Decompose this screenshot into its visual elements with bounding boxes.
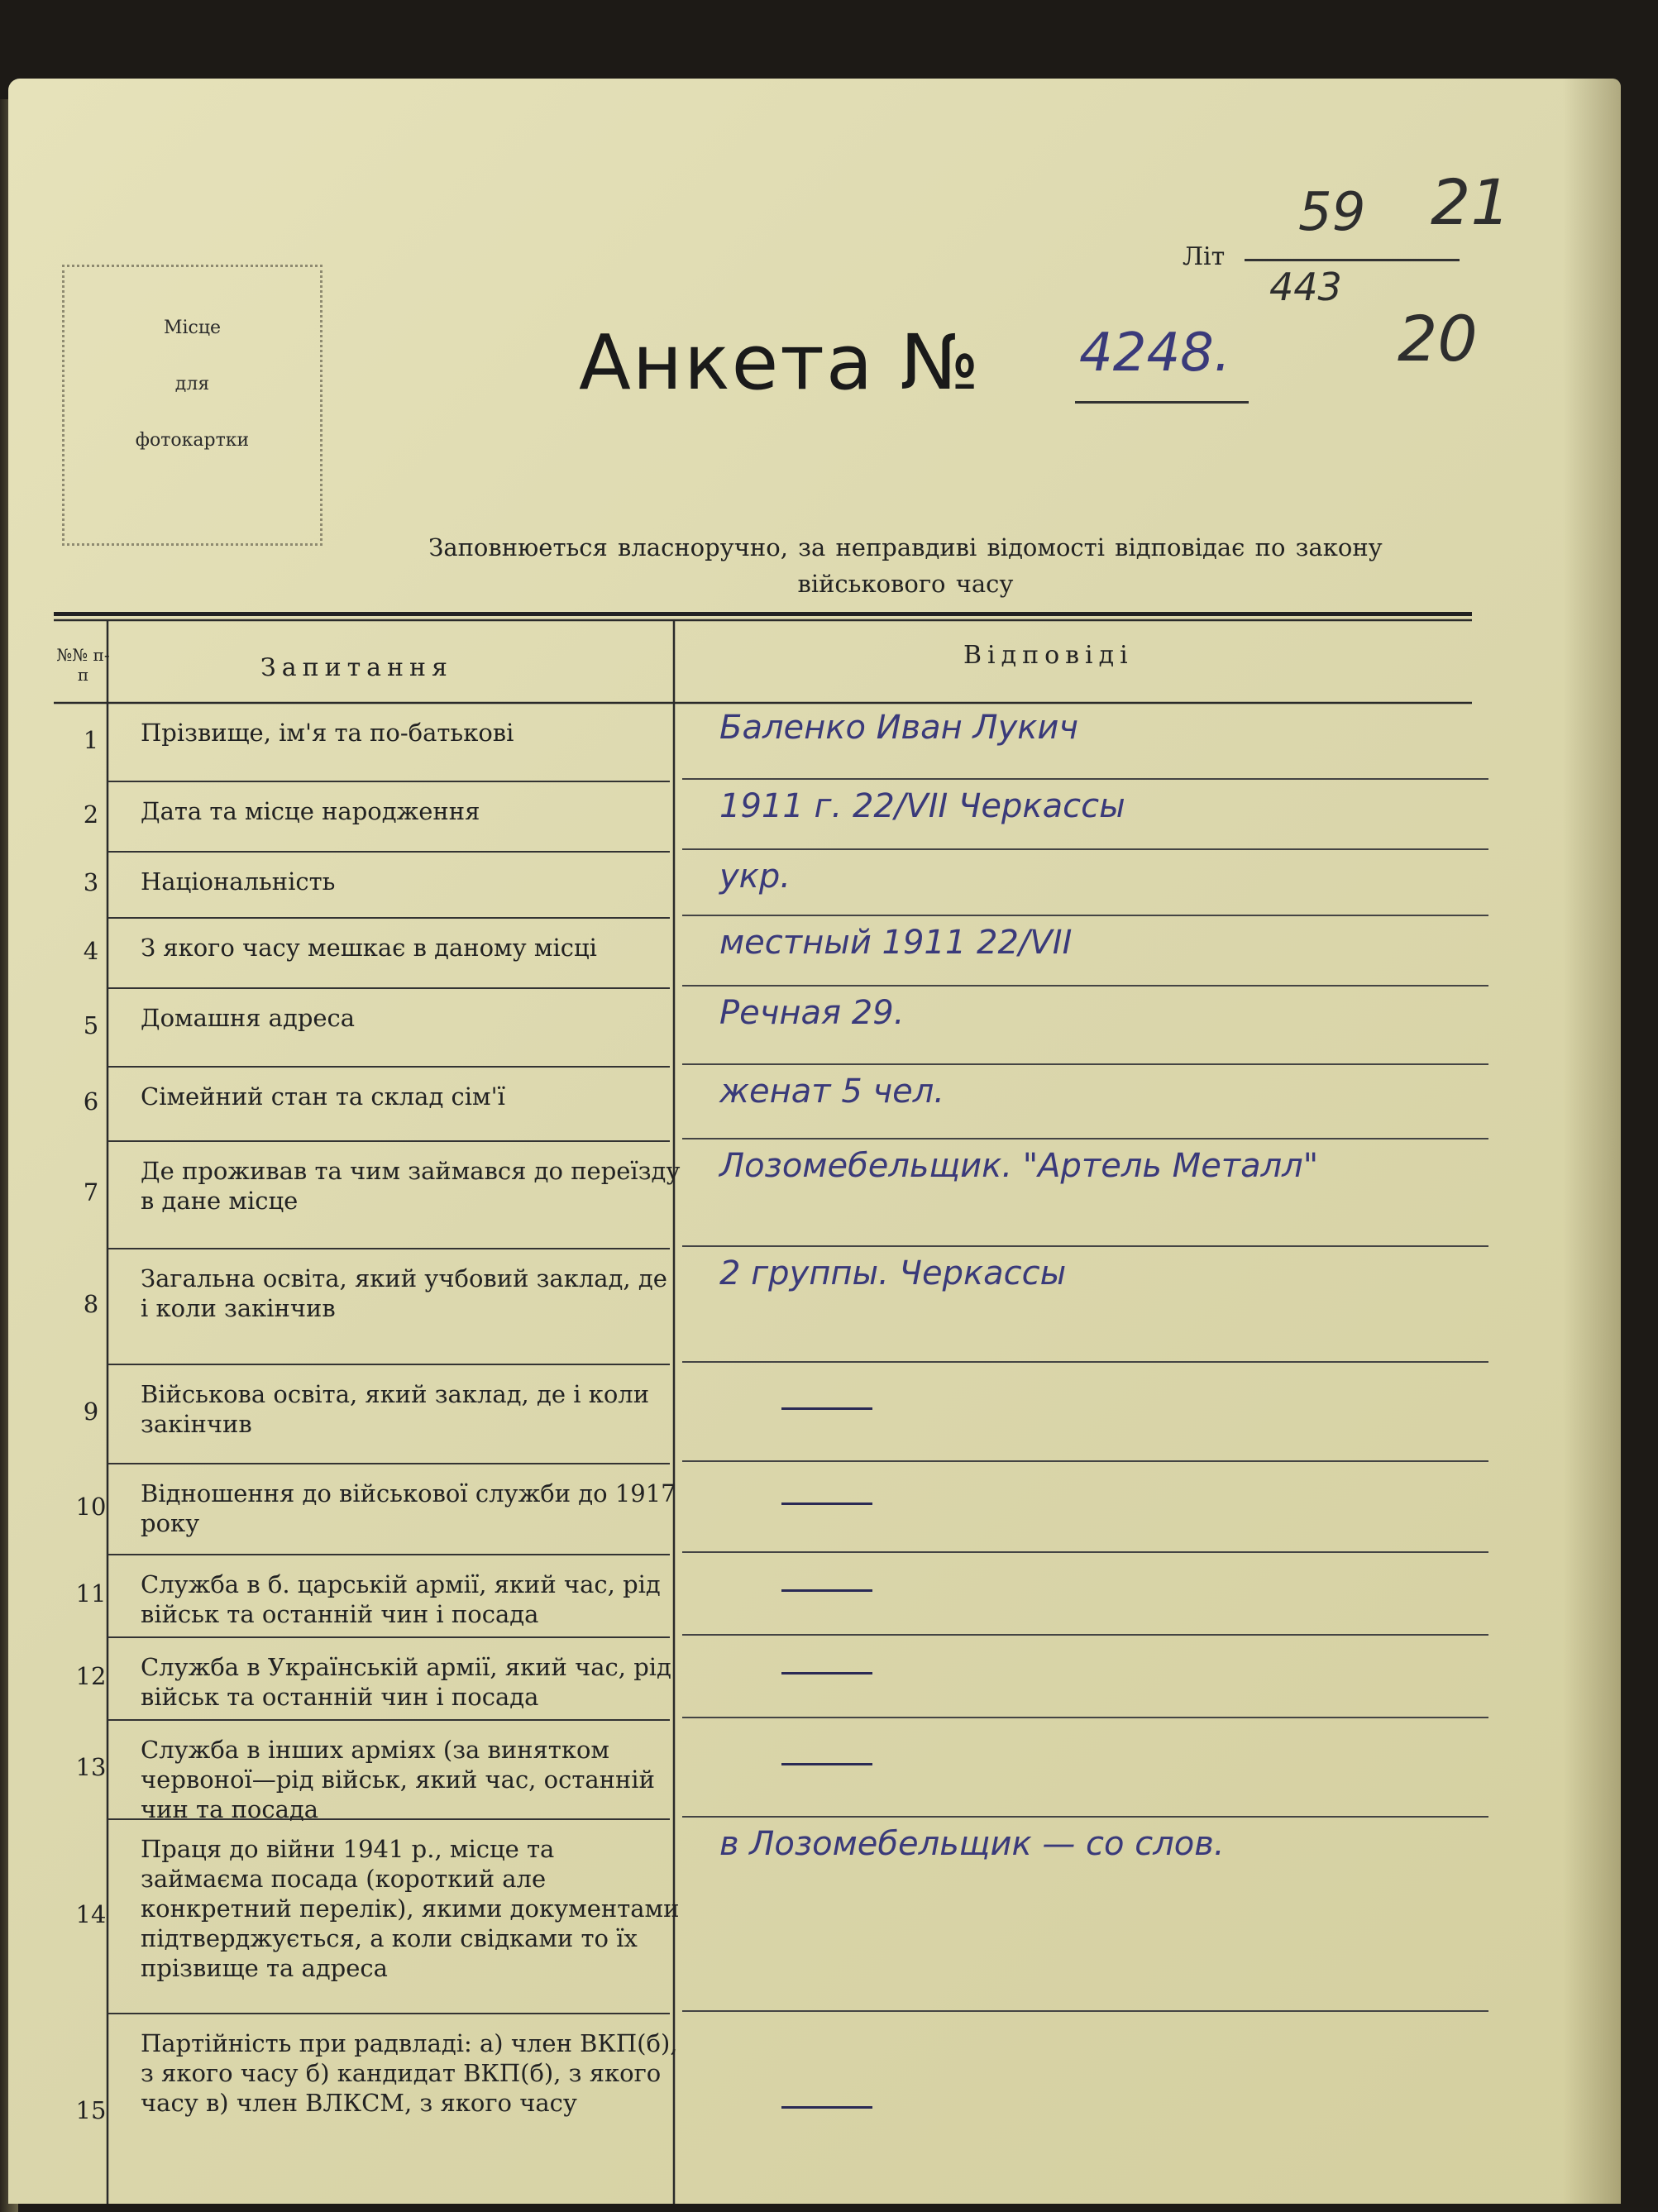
form-page — [8, 79, 1621, 2204]
row-number: 10 — [75, 1493, 107, 1521]
row-number: 4 — [83, 936, 99, 965]
row-answer: Речная 29. — [719, 994, 905, 1032]
row-number: 5 — [83, 1010, 99, 1039]
answer-dash — [781, 1589, 872, 1592]
form-subtitle: Заповнюеться власноручно, за неправдиві відомості відповідає по закону військового часу — [428, 533, 1383, 598]
row-answer: местный 1911 22/VII — [719, 924, 1073, 962]
corner-number-side: 20 — [1398, 302, 1478, 375]
row-number: 15 — [75, 2096, 107, 2124]
photo-label-2: для — [174, 374, 210, 394]
answer-dash — [781, 1763, 872, 1765]
row-question: Загальна освіта, який учбовий заклад, де і коли закінчив — [141, 1264, 667, 1322]
row-number: 11 — [75, 1579, 107, 1608]
row-number: 9 — [83, 1397, 99, 1426]
form-title: Анкета № — [579, 318, 982, 407]
row-question: Домашня адреса — [141, 1004, 356, 1032]
row-question: Де проживав та чим займався до переїзду в дане місце — [141, 1157, 681, 1215]
row-question: Служба в Українській армії, який час, рід військ та останній чин і посада — [141, 1653, 671, 1711]
row-answer: укр. — [719, 858, 791, 896]
lit-line — [1245, 259, 1460, 261]
answer-dash — [781, 2106, 872, 2109]
corner-number-top: 21 — [1431, 165, 1511, 239]
row-question: Прізвище, ім'я та по-батькові — [141, 719, 514, 747]
row-question: Національність — [141, 867, 336, 896]
lit-value: 59 — [1298, 182, 1366, 243]
row-number: 14 — [75, 1899, 107, 1928]
row-question: З якого часу мешкає в даному місці — [141, 934, 597, 962]
row-number: 1 — [83, 725, 99, 754]
row-question: Праця до війни 1941 р., місце та займаєма посада (короткий але конкретний перелік), якими документами підтверджується, а коли свідками то їх прізвище та адреса — [141, 1835, 680, 1982]
row-answer: Лозомебельщик. "Артель Металл" — [719, 1147, 1319, 1185]
header-rule — [54, 612, 1472, 616]
row-question: Відношення до військової служби до 1917 року — [141, 1479, 676, 1537]
row-question: Служба в інших арміях (за винятком червоної—рід військ, який час, останній чин та посада — [141, 1736, 655, 1823]
row-question: Служба в б. царській армії, який час, рід військ та останній чин і посада — [141, 1570, 661, 1628]
row-question: Військова освіта, який заклад, де і коли закінчив — [141, 1380, 650, 1438]
photo-label-1: Місце — [163, 318, 222, 338]
row-number: 12 — [75, 1662, 107, 1690]
lit-label: Літ — [1183, 242, 1226, 271]
row-question: Партійність при радвладі: а) член ВКП(б), з якого часу б) кандидат ВКП(б), з якого часу в) член ВЛКСМ, з якого часу — [141, 2029, 678, 2117]
row-answer: 2 группы. Черкассы — [719, 1254, 1067, 1292]
row-number: 2 — [83, 800, 99, 829]
photo-label-3: фотокартки — [135, 430, 250, 451]
column-number-header: №№ п-п — [56, 645, 110, 685]
photo-placeholder — [62, 265, 323, 546]
row-number: 7 — [83, 1178, 99, 1206]
row-number: 13 — [75, 1753, 107, 1781]
row-number: 3 — [83, 868, 99, 896]
row-number: 8 — [83, 1290, 99, 1318]
column-answer-header: Відповіді — [963, 641, 1134, 670]
column-question-header: Запитання — [260, 653, 453, 682]
row-question: Дата та місце народження — [141, 797, 480, 825]
answer-dash — [781, 1672, 872, 1675]
row-number: 6 — [83, 1087, 99, 1116]
row-answer: в Лозомебельщик — со слов. — [719, 1825, 1225, 1863]
form-number: 4248. — [1079, 322, 1231, 384]
answer-dash — [781, 1503, 872, 1505]
answer-dash — [781, 1407, 872, 1410]
row-question: Сімейний стан та склад сім'ї — [141, 1082, 505, 1111]
row-answer: Баленко Иван Лукич — [719, 709, 1079, 747]
row-answer: женат 5 чел. — [719, 1073, 945, 1111]
row-answer: 1911 г. 22/VII Черкассы — [719, 787, 1125, 825]
corner-number-mid: 443 — [1269, 265, 1342, 309]
